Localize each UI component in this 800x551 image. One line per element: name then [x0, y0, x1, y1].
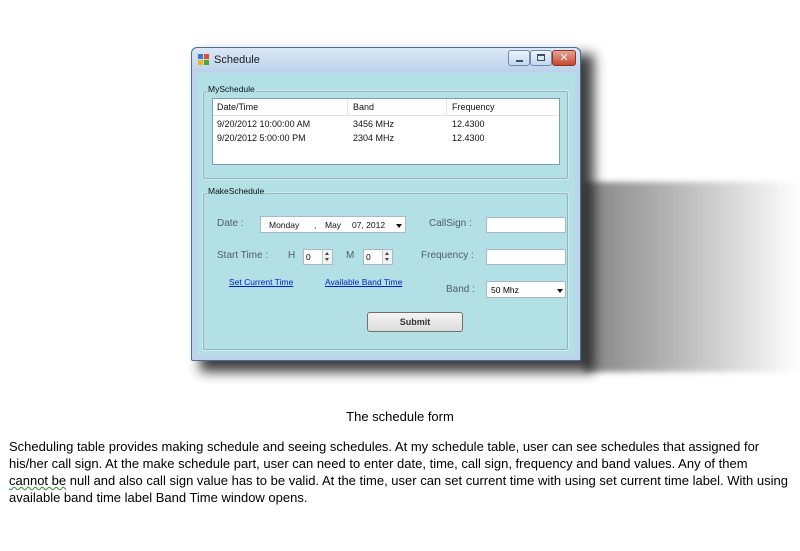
column-divider[interactable] [347, 99, 348, 115]
callsign-input[interactable] [486, 217, 566, 233]
date-comma: , [314, 220, 317, 230]
paragraph-text-continued: null and also call sign value has to be valid. At the time, user can set current time with using set current time label. With using available band time label Band Time window opens. [9, 473, 788, 505]
column-header-frequency[interactable]: Frequency [452, 102, 495, 112]
available-band-time-link[interactable]: Available Band Time [325, 277, 403, 287]
frequency-input[interactable] [486, 249, 566, 265]
hour-spin-buttons[interactable] [322, 250, 332, 264]
band-select[interactable] [486, 281, 566, 298]
table-row[interactable] [213, 133, 559, 146]
spin-up-icon[interactable] [325, 252, 329, 255]
schedule-list[interactable] [212, 98, 560, 165]
row-datetime: 9/20/2012 10:00:00 AM [217, 119, 311, 129]
date-weekday: Monday [269, 220, 300, 230]
spin-up-icon[interactable] [385, 252, 389, 255]
hour-value: 0 [306, 252, 311, 262]
spin-down-icon[interactable] [385, 258, 389, 261]
maximize-button[interactable] [530, 50, 552, 66]
row-frequency: 12.4300 [452, 133, 485, 143]
column-divider[interactable] [446, 99, 447, 115]
my-schedule-group-label: MySchedule [208, 84, 255, 94]
paragraph-text: Scheduling table provides making schedule and seeing schedules. At my schedule table, user can see schedules that assigned for his/her call sign. At the make schedule part, user can need to enter date, time, call sign, frequency and band values. Any of them [9, 439, 760, 471]
my-schedule-group [202, 84, 569, 180]
date-label: Date : [217, 218, 244, 229]
band-label: Band : [446, 284, 475, 295]
column-header-band[interactable]: Band [353, 102, 375, 112]
row-band: 2304 MHz [353, 133, 395, 143]
callsign-label: CallSign : [429, 218, 472, 229]
hour-label: H [288, 250, 296, 261]
app-icon [198, 54, 210, 66]
date-day-year: 07, 2012 [352, 220, 386, 230]
set-current-time-link[interactable]: Set Current Time [229, 277, 294, 287]
chevron-down-icon[interactable] [396, 224, 402, 228]
title-bar[interactable] [192, 48, 580, 72]
frequency-label: Frequency : [421, 250, 474, 261]
figure-caption: The schedule form [346, 409, 454, 424]
date-picker[interactable] [260, 216, 406, 233]
minimize-button[interactable] [508, 50, 530, 66]
list-header [213, 99, 559, 116]
minute-spin-buttons[interactable] [382, 250, 392, 264]
form-client-area [197, 73, 575, 355]
close-button[interactable] [552, 50, 576, 66]
make-schedule-group [202, 186, 569, 351]
hour-stepper[interactable] [303, 249, 333, 265]
shadow-streak [584, 182, 800, 372]
column-header-datetime[interactable]: Date/Time [217, 102, 259, 112]
band-value: 50 Mhz [491, 285, 519, 295]
minute-stepper[interactable] [363, 249, 393, 265]
close-icon: ✕ [559, 52, 569, 64]
minute-label: M [346, 250, 355, 261]
make-schedule-group-label: MakeSchedule [208, 186, 265, 196]
spin-down-icon[interactable] [325, 258, 329, 261]
spellcheck-marked-text: cannot be [9, 473, 67, 488]
row-datetime: 9/20/2012 5:00:00 PM [217, 133, 306, 143]
window-title: Schedule [214, 54, 260, 66]
row-band: 3456 MHz [353, 119, 395, 129]
chevron-down-icon[interactable] [557, 289, 563, 293]
date-month: May [325, 220, 342, 230]
start-time-label: Start Time : [217, 250, 269, 261]
schedule-window [191, 47, 581, 361]
table-row[interactable] [213, 119, 559, 132]
submit-button[interactable]: Submit [367, 312, 463, 332]
minute-value: 0 [366, 252, 371, 262]
description-paragraph [9, 438, 789, 506]
row-frequency: 12.4300 [452, 119, 485, 129]
